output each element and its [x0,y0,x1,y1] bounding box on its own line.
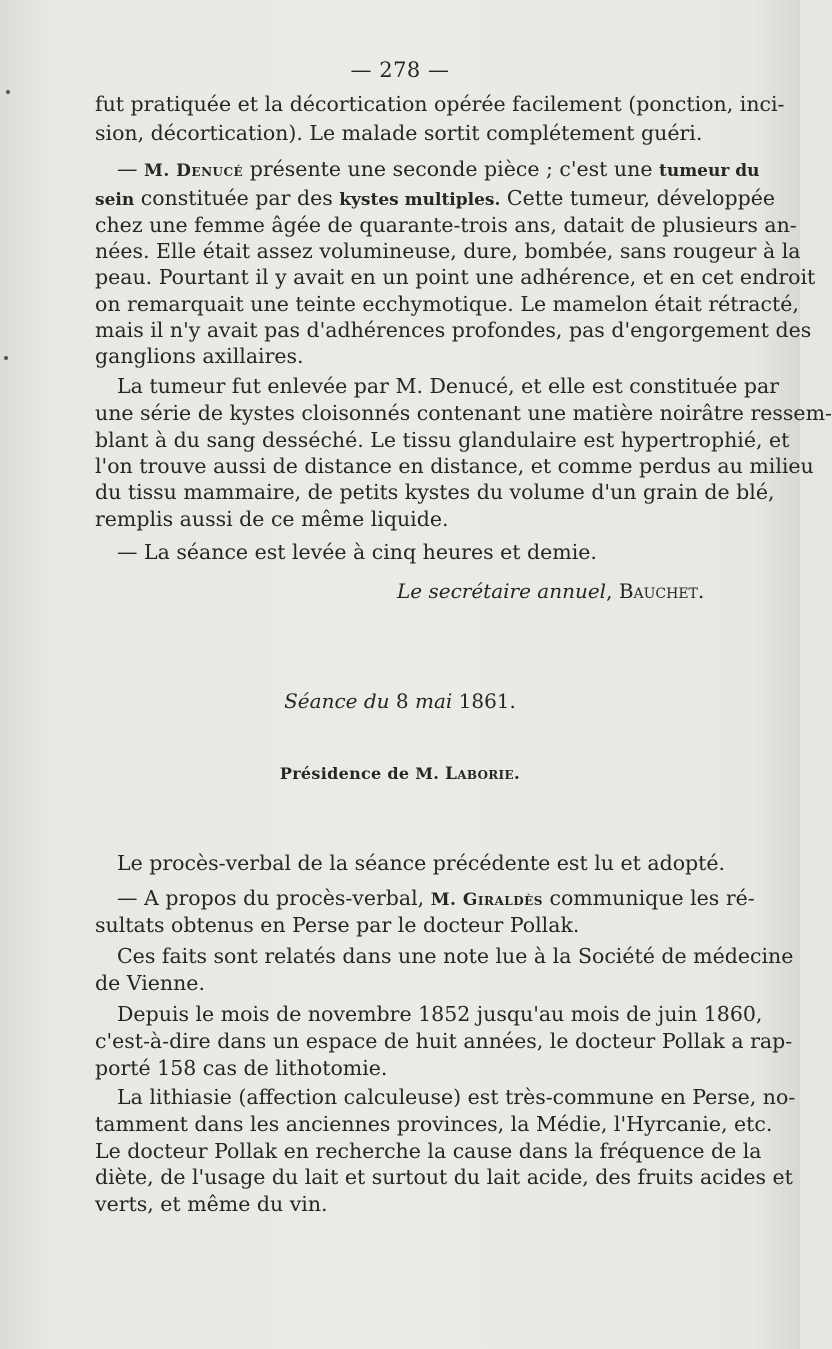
text-line: porté 158 cas de lithotomie. [95,1056,388,1080]
text-line [117,156,760,184]
presidence-heading [0,764,800,784]
text-line: chez une femme âgée de quarante-trois ans, datait de plusieurs an- [95,213,797,237]
text-line: l'on trouve aussi de distance en distance, et comme perdus au milieu [95,454,814,478]
text-line: mais il n'y avait pas d'adhérences profondes, pas d'engorgement des [95,318,812,342]
text-line: La tumeur fut enlevée par M. Denucé, et elle est constituée par [117,374,780,398]
session-heading [0,689,800,713]
text-span: présente une seconde pièce ; c'est une [243,157,659,181]
bold-term: kystes multiples. [339,190,501,210]
signature-name: Bauchet. [618,579,705,603]
text-line: Depuis le mois de novembre 1852 jusqu'au mois de juin 1860, [117,1002,763,1026]
session-day: 8 [395,689,409,713]
text-line: nées. Elle était assez volumineuse, dure, bombée, sans rougeur à la [95,239,801,263]
text-line: Le docteur Pollak en recherche la cause dans la fréquence de la [95,1139,762,1163]
text-span: communique les ré- [542,886,755,910]
text-line: peau. Pourtant il y avait en un point une adhérence, et en cet endroit [95,265,816,289]
text-line: ganglions axillaires. [95,344,304,368]
speaker-name: M. Denucé [144,161,244,181]
text-line: diète, de l'usage du lait et surtout du lait acide, des fruits acides et [95,1165,793,1189]
signature-separator: , [606,579,619,603]
text-line: La lithiasie (affection calculeuse) est très-commune en Perse, no- [117,1085,796,1109]
presidence-prefix: Présidence de M. [279,764,445,783]
text-span: Cette tumeur, développée [500,186,776,210]
text-line: Le procès-verbal de la séance précédente est lu et adopté. [117,851,726,875]
text-line [95,185,776,213]
president-name: Laborie. [444,764,521,784]
text-line: — La séance est levée à cinq heures et demie. [117,540,597,564]
text-line: on remarquait une teinte ecchymotique. Le mamelon était rétracté, [95,292,799,316]
text-span: — A propos du procès-verbal, [117,886,431,910]
text-line: une série de kystes cloisonnés contenant une matière noirâtre ressem- [95,401,832,425]
text-line: sion, décortication). Le malade sortit complétement guéri. [95,121,703,145]
page-number: — 278 — [350,58,450,82]
text-line: verts, et même du vin. [95,1192,328,1216]
margin-dot [6,90,10,94]
bold-term: sein [95,190,135,210]
session-prefix: Séance du [284,689,396,713]
session-year: 1861 [458,689,510,713]
margin-dot [4,356,8,360]
text-line: du tissu mammaire, de petits kystes du volume d'un grain de blé, [95,480,775,504]
text-line: tamment dans les anciennes provinces, la Médie, l'Hyrcanie, etc. [95,1112,773,1136]
text-span: — [117,157,145,181]
text-line [117,885,755,913]
session-month: mai [408,689,459,713]
bold-term: tumeur du [658,161,760,181]
text-line: remplis aussi de ce même liquide. [95,507,449,531]
text-line: c'est-à-dire dans un espace de huit années, le docteur Pollak a rap- [95,1029,793,1053]
text-line: sultats obtenus en Perse par le docteur Pollak. [95,913,580,937]
text-line: de Vienne. [95,971,205,995]
speaker-name: M. Giraldès [430,890,543,910]
text-line: fut pratiquée et la décortication opérée facilement (ponction, inci- [95,92,785,116]
text-line: blant à du sang desséché. Le tissu glandulaire est hypertrophié, et [95,428,790,452]
signature [397,578,704,604]
signature-role: Le secrétaire annuel [397,579,607,603]
session-suffix: . [509,689,516,713]
text-span: constituée par des [134,186,340,210]
text-line: Ces faits sont relatés dans une note lue à la Société de médecine [117,944,794,968]
